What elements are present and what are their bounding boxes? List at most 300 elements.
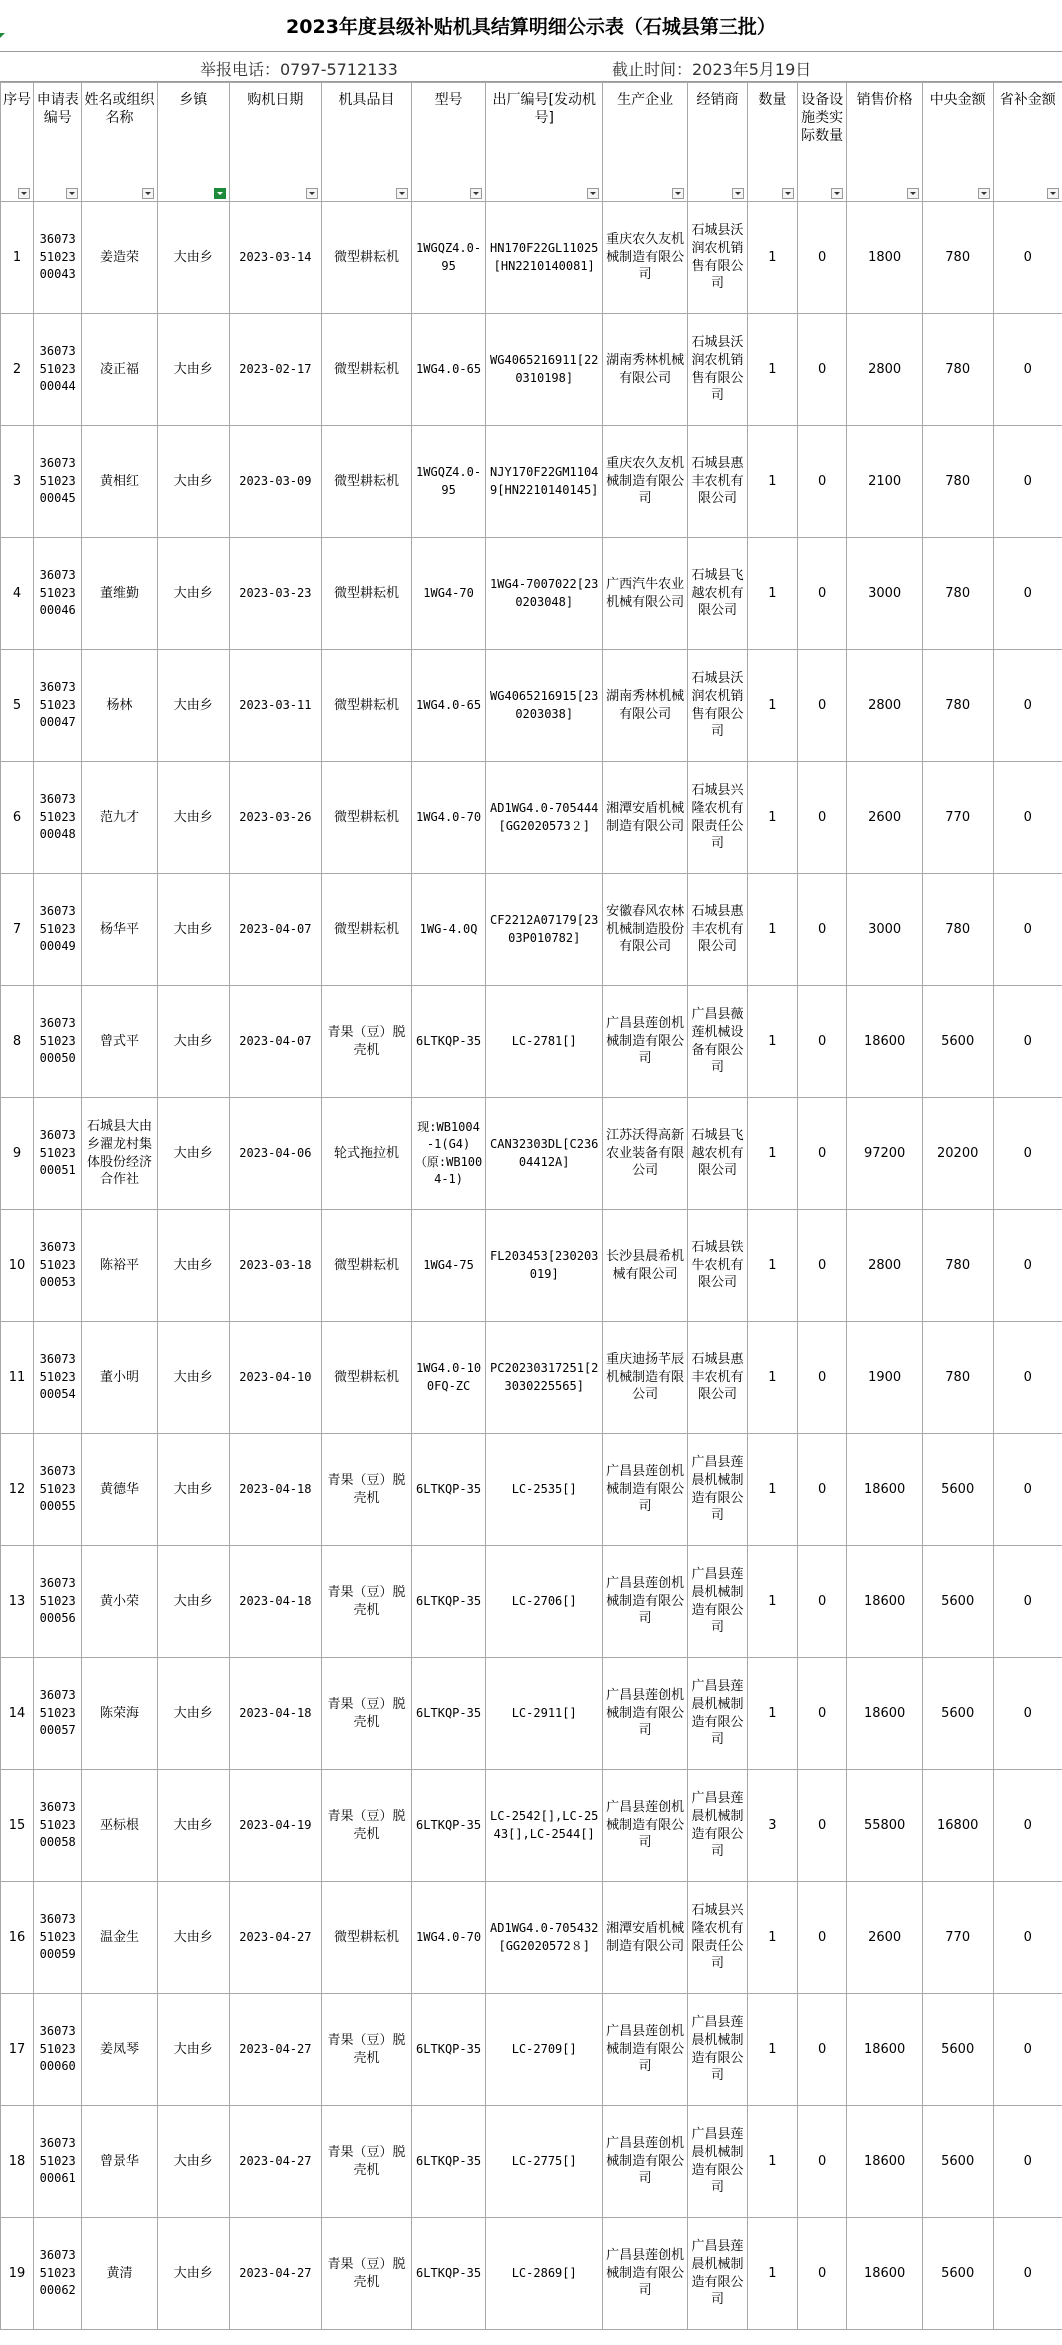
table-cell: 360735102300060 [34, 1994, 82, 2106]
table-cell: 1 [748, 2218, 798, 2330]
table-cell: 2800 [847, 1210, 922, 1322]
table-cell: 2023-04-18 [229, 1434, 321, 1546]
table-cell: 大由乡 [157, 1098, 229, 1210]
cell-marker-icon [0, 33, 5, 38]
table-cell: 360735102300051 [34, 1098, 82, 1210]
table-cell: 杨华平 [82, 874, 157, 986]
table-cell: 5600 [922, 2218, 993, 2330]
table-cell: 360735102300062 [34, 2218, 82, 2330]
table-cell: 0 [797, 1770, 847, 1882]
table-cell: 2023-04-06 [229, 1098, 321, 1210]
table-cell: 0 [993, 1098, 1062, 1210]
table-cell: 重庆农久友机械制造有限公司 [603, 202, 687, 314]
table-cell: 0 [993, 538, 1062, 650]
table-row [1, 202, 1062, 314]
table-cell: 微型耕耘机 [321, 426, 411, 538]
table-cell: 石城县惠丰农机有限公司 [687, 874, 747, 986]
table-cell: 大由乡 [157, 314, 229, 426]
filter-dropdown-icon[interactable] [66, 188, 78, 199]
table-cell: WG4065216911[220310198] [485, 314, 603, 426]
table-cell: 江苏沃得高新农业装备有限公司 [603, 1098, 687, 1210]
table-cell: 780 [922, 538, 993, 650]
table-cell: 青果（豆）脱壳机 [321, 2218, 411, 2330]
filter-dropdown-icon[interactable] [587, 188, 599, 199]
table-cell: 1 [748, 874, 798, 986]
table-cell: 广昌县莲创机械制造有限公司 [603, 2218, 687, 2330]
table-cell: 780 [922, 650, 993, 762]
column-header-label: 中央金额 [929, 92, 986, 108]
column-header-14 [922, 83, 993, 202]
table-cell: 石城县沃润农机销售有限公司 [687, 314, 747, 426]
table-cell: 1 [748, 2106, 798, 2218]
table-cell: 55800 [847, 1770, 922, 1882]
table-cell: 2800 [847, 650, 922, 762]
table-cell: 2023-04-07 [229, 986, 321, 1098]
table-cell: 0 [993, 2106, 1062, 2218]
table-cell: 2600 [847, 1882, 922, 1994]
table-cell: 5600 [922, 1434, 993, 1546]
filter-dropdown-icon[interactable] [142, 188, 154, 199]
table-cell: 大由乡 [157, 1546, 229, 1658]
column-header-label: 经销商 [696, 92, 739, 108]
table-cell: 16800 [922, 1770, 993, 1882]
table-cell: 石城县沃润农机销售有限公司 [687, 202, 747, 314]
table-cell: LC-2781[] [485, 986, 603, 1098]
table-cell: 0 [993, 762, 1062, 874]
table-row [1, 1882, 1062, 1994]
table-row [1, 426, 1062, 538]
table-cell: 6LTKQP-35 [412, 1770, 486, 1882]
deadline-text: 截止时间：2023年5月19日 [612, 60, 812, 79]
table-cell: 2023-04-07 [229, 874, 321, 986]
table-cell: 3000 [847, 874, 922, 986]
table-cell: 广昌县莲创机械制造有限公司 [603, 2106, 687, 2218]
table-cell: 1 [748, 1322, 798, 1434]
table-cell: 0 [993, 2218, 1062, 2330]
table-row [1, 1658, 1062, 1770]
table-cell: 6LTKQP-35 [412, 2106, 486, 2218]
column-header-label: 序号 [3, 92, 32, 108]
table-cell: 青果（豆）脱壳机 [321, 1994, 411, 2106]
filter-dropdown-icon[interactable] [782, 188, 794, 199]
table-cell: 大由乡 [157, 1434, 229, 1546]
table-cell: 重庆农久友机械制造有限公司 [603, 426, 687, 538]
table-cell: 巫标根 [82, 1770, 157, 1882]
table-cell: 18600 [847, 2218, 922, 2330]
table-cell: LC-2709[] [485, 1994, 603, 2106]
table-cell: 大由乡 [157, 2218, 229, 2330]
table-cell: 780 [922, 874, 993, 986]
table-cell: 姜造荣 [82, 202, 157, 314]
table-cell: 19 [1, 2218, 34, 2330]
table-cell: 黄清 [82, 2218, 157, 2330]
table-cell: 广昌县莲创机械制造有限公司 [603, 1658, 687, 1770]
table-cell: 12 [1, 1434, 34, 1546]
table-cell: 微型耕耘机 [321, 538, 411, 650]
table-cell: 杨林 [82, 650, 157, 762]
table-cell: 青果（豆）脱壳机 [321, 986, 411, 1098]
table-cell: 17 [1, 1994, 34, 2106]
column-header-12 [797, 83, 847, 202]
table-cell: 18600 [847, 986, 922, 1098]
column-header-label: 出厂编号[发动机号] [492, 92, 596, 127]
table-cell: 360735102300047 [34, 650, 82, 762]
table-cell: LC-2911[] [485, 1658, 603, 1770]
table-row [1, 538, 1062, 650]
column-header-5 [229, 83, 321, 202]
table-cell: 董维勤 [82, 538, 157, 650]
table-cell: 广昌县莲创机械制造有限公司 [603, 1546, 687, 1658]
table-cell: 360735102300054 [34, 1322, 82, 1434]
column-header-8 [485, 83, 603, 202]
table-cell: 360735102300061 [34, 2106, 82, 2218]
table-cell: 0 [797, 314, 847, 426]
table-cell: 广昌县莲创机械制造有限公司 [603, 1434, 687, 1546]
table-cell: LC-2542[],LC-2543[],LC-2544[] [485, 1770, 603, 1882]
column-header-4 [157, 83, 229, 202]
table-cell: NJY170F22GM11049[HN2210140145] [485, 426, 603, 538]
table-cell: 0 [993, 1882, 1062, 1994]
filter-dropdown-icon[interactable] [396, 188, 408, 199]
table-cell: 0 [993, 874, 1062, 986]
table-cell: 0 [993, 1658, 1062, 1770]
table-cell: 广昌县莲创机械制造有限公司 [603, 1994, 687, 2106]
table-cell: 湖南秀林机械有限公司 [603, 650, 687, 762]
table-row [1, 762, 1062, 874]
table-cell: 2023-04-27 [229, 1994, 321, 2106]
column-header-2 [34, 83, 82, 202]
table-cell: 1800 [847, 202, 922, 314]
table-cell: 0 [797, 1098, 847, 1210]
table-cell: 姜凤琴 [82, 1994, 157, 2106]
table-cell: 360735102300044 [34, 314, 82, 426]
table-cell: 微型耕耘机 [321, 202, 411, 314]
table-cell: 大由乡 [157, 1770, 229, 1882]
table-cell: 广昌县莲晨机械制造有限公司 [687, 1434, 747, 1546]
table-cell: 2800 [847, 314, 922, 426]
column-header-9 [603, 83, 687, 202]
table-cell: 6LTKQP-35 [412, 1434, 486, 1546]
table-cell: 1WG4.0-70 [412, 1882, 486, 1994]
table-cell: 1WGQZ4.0-95 [412, 202, 486, 314]
table-cell: 360735102300046 [34, 538, 82, 650]
table-cell: 360735102300045 [34, 426, 82, 538]
table-cell: 0 [797, 1658, 847, 1770]
filter-dropdown-icon[interactable] [978, 188, 990, 199]
table-cell: 2023-04-27 [229, 1882, 321, 1994]
filter-dropdown-icon[interactable] [672, 188, 684, 199]
table-cell: 0 [797, 650, 847, 762]
table-cell: 安徽春风农林机械制造股份有限公司 [603, 874, 687, 986]
table-cell: 广昌县莲创机械制造有限公司 [603, 986, 687, 1098]
table-cell: 2600 [847, 762, 922, 874]
column-header-label: 机具品目 [338, 92, 395, 108]
column-header-label: 乡镇 [179, 92, 208, 108]
table-cell: 大由乡 [157, 538, 229, 650]
table-cell: 1WG4.0-100FQ-ZC [412, 1322, 486, 1434]
column-header-11 [748, 83, 798, 202]
table-cell: 360735102300053 [34, 1210, 82, 1322]
table-cell: 1 [748, 1882, 798, 1994]
table-row [1, 2106, 1062, 2218]
table-cell: 湖南秀林机械有限公司 [603, 314, 687, 426]
table-cell: 轮式拖拉机 [321, 1098, 411, 1210]
column-header-10 [687, 83, 747, 202]
table-cell: 大由乡 [157, 986, 229, 1098]
table-cell: 陈荣海 [82, 1658, 157, 1770]
table-row [1, 1434, 1062, 1546]
column-header-label: 设备设施类实际数量 [801, 92, 844, 145]
table-cell: CAN32303DL[C23604412A] [485, 1098, 603, 1210]
table-cell: 360735102300050 [34, 986, 82, 1098]
table-cell: 广昌县薇莲机械设备有限公司 [687, 986, 747, 1098]
column-header-6 [321, 83, 411, 202]
table-cell: 石城县飞越农机有限公司 [687, 1098, 747, 1210]
column-header-15 [993, 83, 1062, 202]
table-row [1, 1210, 1062, 1322]
table-cell: 湘潭安盾机械制造有限公司 [603, 1882, 687, 1994]
filter-dropdown-icon[interactable] [306, 188, 318, 199]
table-cell: 1WG4.0-70 [412, 762, 486, 874]
table-cell: HN170F22GL11025[HN2210140081] [485, 202, 603, 314]
table-row [1, 314, 1062, 426]
table-cell: 范九才 [82, 762, 157, 874]
table-row [1, 1994, 1062, 2106]
filter-dropdown-icon[interactable] [732, 188, 744, 199]
table-cell: 5600 [922, 1546, 993, 1658]
table-cell: 360735102300048 [34, 762, 82, 874]
table-cell: 微型耕耘机 [321, 1210, 411, 1322]
table-cell: 2023-04-27 [229, 2106, 321, 2218]
table-cell: 微型耕耘机 [321, 1322, 411, 1434]
table-cell: 11 [1, 1322, 34, 1434]
table-cell: 1 [748, 202, 798, 314]
subsidy-table [0, 82, 1062, 2330]
table-cell: 0 [797, 762, 847, 874]
table-cell: 1 [748, 1210, 798, 1322]
table-cell: WG4065216915[230203038] [485, 650, 603, 762]
table-cell: 曾式平 [82, 986, 157, 1098]
table-cell: 2100 [847, 426, 922, 538]
table-cell: 2023-03-23 [229, 538, 321, 650]
column-header-label: 生产企业 [617, 92, 674, 108]
table-cell: AD1WG4.0-705444[GG2020573２] [485, 762, 603, 874]
table-cell: 1WG4-75 [412, 1210, 486, 1322]
table-cell: 大由乡 [157, 426, 229, 538]
table-cell: 大由乡 [157, 1210, 229, 1322]
table-cell: 湘潭安盾机械制造有限公司 [603, 762, 687, 874]
table-cell: 青果（豆）脱壳机 [321, 1546, 411, 1658]
table-cell: 0 [797, 1322, 847, 1434]
table-cell: LC-2535[] [485, 1434, 603, 1546]
table-cell: 4 [1, 538, 34, 650]
table-cell: 6LTKQP-35 [412, 1546, 486, 1658]
table-cell: 大由乡 [157, 1658, 229, 1770]
filter-dropdown-icon[interactable] [831, 188, 843, 199]
table-row [1, 650, 1062, 762]
page-title: 2023年度县级补贴机具结算明细公示表（石城县第三批） [0, 0, 1062, 52]
table-cell: LC-2775[] [485, 2106, 603, 2218]
table-cell: 黄小荣 [82, 1546, 157, 1658]
table-cell: 0 [797, 1546, 847, 1658]
table-cell: 1 [748, 538, 798, 650]
table-cell: 微型耕耘机 [321, 314, 411, 426]
column-header-label: 申请表编号 [36, 92, 79, 127]
table-cell: 0 [797, 1210, 847, 1322]
table-cell: 1 [748, 986, 798, 1098]
table-cell: 5 [1, 650, 34, 762]
table-cell: 0 [797, 426, 847, 538]
table-cell: 现:WB1004-1(G4)（原:WB1004-1) [412, 1098, 486, 1210]
table-cell: 微型耕耘机 [321, 762, 411, 874]
table-cell: 微型耕耘机 [321, 1882, 411, 1994]
table-cell: 石城县飞越农机有限公司 [687, 538, 747, 650]
table-cell: 黄相红 [82, 426, 157, 538]
table-cell: 1 [748, 1434, 798, 1546]
table-cell: 2023-03-18 [229, 1210, 321, 1322]
table-cell: 0 [797, 986, 847, 1098]
table-cell: 董小明 [82, 1322, 157, 1434]
column-header-label: 型号 [434, 92, 463, 108]
table-cell: 2023-02-17 [229, 314, 321, 426]
table-cell: 16 [1, 1882, 34, 1994]
table-cell: 5600 [922, 2106, 993, 2218]
table-cell: 陈裕平 [82, 1210, 157, 1322]
column-header-7 [412, 83, 486, 202]
table-cell: 18600 [847, 1434, 922, 1546]
table-cell: 青果（豆）脱壳机 [321, 1658, 411, 1770]
table-cell: 青果（豆）脱壳机 [321, 1434, 411, 1546]
table-cell: 10 [1, 1210, 34, 1322]
filter-active-icon[interactable] [214, 188, 226, 199]
table-cell: 广昌县莲晨机械制造有限公司 [687, 1770, 747, 1882]
table-cell: 780 [922, 1210, 993, 1322]
table-cell: 石城县兴隆农机有限责任公司 [687, 1882, 747, 1994]
table-cell: 2 [1, 314, 34, 426]
table-cell: 1 [748, 1546, 798, 1658]
table-cell: 0 [993, 1770, 1062, 1882]
filter-dropdown-icon[interactable] [907, 188, 919, 199]
table-cell: 6 [1, 762, 34, 874]
table-cell: 780 [922, 202, 993, 314]
table-cell: 0 [993, 1546, 1062, 1658]
table-cell: 0 [797, 202, 847, 314]
table-cell: 3 [748, 1770, 798, 1882]
table-cell: 5600 [922, 1658, 993, 1770]
table-cell: 0 [797, 874, 847, 986]
table-cell: 广西汽牛农业机械有限公司 [603, 538, 687, 650]
column-header-1 [1, 83, 34, 202]
table-cell: 360735102300058 [34, 1770, 82, 1882]
table-cell: 1 [748, 426, 798, 538]
table-cell: 360735102300049 [34, 874, 82, 986]
table-cell: 1WG4-7007022[230203048] [485, 538, 603, 650]
table-cell: 5600 [922, 1994, 993, 2106]
table-cell: 1WG-4.0Q [412, 874, 486, 986]
table-cell: 大由乡 [157, 2106, 229, 2218]
table-cell: 1 [748, 314, 798, 426]
table-cell: LC-2706[] [485, 1546, 603, 1658]
table-cell: 2023-03-11 [229, 650, 321, 762]
table-cell: 13 [1, 1546, 34, 1658]
table-cell: 黄德华 [82, 1434, 157, 1546]
table-row [1, 1546, 1062, 1658]
table-row [1, 986, 1062, 1098]
table-cell: 0 [797, 538, 847, 650]
table-cell: 0 [993, 650, 1062, 762]
table-cell: 0 [797, 2218, 847, 2330]
table-cell: 0 [993, 986, 1062, 1098]
table-cell: 2023-03-26 [229, 762, 321, 874]
table-cell: 大由乡 [157, 1994, 229, 2106]
column-header-label: 数量 [758, 92, 787, 108]
table-cell: 18600 [847, 1546, 922, 1658]
table-cell: 1 [748, 1994, 798, 2106]
table-cell: 20200 [922, 1098, 993, 1210]
table-cell: 2023-04-10 [229, 1322, 321, 1434]
table-cell: 2023-04-27 [229, 2218, 321, 2330]
table-cell: 97200 [847, 1098, 922, 1210]
table-cell: 1WG4.0-65 [412, 650, 486, 762]
table-cell: 2023-04-18 [229, 1658, 321, 1770]
table-cell: 广昌县莲晨机械制造有限公司 [687, 1546, 747, 1658]
table-cell: 1 [748, 762, 798, 874]
table-row [1, 2218, 1062, 2330]
table-cell: 770 [922, 762, 993, 874]
table-cell: 1900 [847, 1322, 922, 1434]
table-cell: 0 [993, 1210, 1062, 1322]
table-cell: 石城县大由乡濯龙村集体股份经济合作社 [82, 1098, 157, 1210]
filter-dropdown-icon[interactable] [470, 188, 482, 199]
table-cell: 0 [797, 1882, 847, 1994]
table-cell: 360735102300057 [34, 1658, 82, 1770]
table-cell: 0 [993, 314, 1062, 426]
table-cell: 6LTKQP-35 [412, 1994, 486, 2106]
table-cell: 广昌县莲晨机械制造有限公司 [687, 1994, 747, 2106]
table-cell: 360735102300056 [34, 1546, 82, 1658]
table-cell: FL203453[230203019] [485, 1210, 603, 1322]
column-header-label: 省补金额 [999, 92, 1056, 108]
table-cell: 石城县惠丰农机有限公司 [687, 1322, 747, 1434]
info-bar [0, 52, 1062, 82]
table-cell: 1 [1, 202, 34, 314]
table-cell: 大由乡 [157, 1322, 229, 1434]
table-cell: 7 [1, 874, 34, 986]
table-cell: 1WGQZ4.0-95 [412, 426, 486, 538]
table-cell: AD1WG4.0-705432[GG2020572８] [485, 1882, 603, 1994]
table-cell: 2023-04-18 [229, 1546, 321, 1658]
table-row [1, 1098, 1062, 1210]
table-cell: 6LTKQP-35 [412, 2218, 486, 2330]
filter-dropdown-icon[interactable] [1047, 188, 1059, 199]
column-header-label: 姓名或组织名称 [84, 92, 155, 127]
table-cell: 温金生 [82, 1882, 157, 1994]
table-cell: 0 [993, 426, 1062, 538]
table-cell: 大由乡 [157, 1882, 229, 1994]
table-cell: 石城县沃润农机销售有限公司 [687, 650, 747, 762]
table-cell: 重庆迪扬芊辰机械制造有限公司 [603, 1322, 687, 1434]
table-cell: 1 [748, 1658, 798, 1770]
filter-dropdown-icon[interactable] [18, 188, 30, 199]
table-cell: 770 [922, 1882, 993, 1994]
table-cell: 青果（豆）脱壳机 [321, 2106, 411, 2218]
table-cell: 18600 [847, 1994, 922, 2106]
table-header-row [1, 83, 1062, 202]
table-cell: 6LTKQP-35 [412, 1658, 486, 1770]
table-cell: 大由乡 [157, 762, 229, 874]
table-cell: 大由乡 [157, 650, 229, 762]
table-cell: 石城县兴隆农机有限责任公司 [687, 762, 747, 874]
